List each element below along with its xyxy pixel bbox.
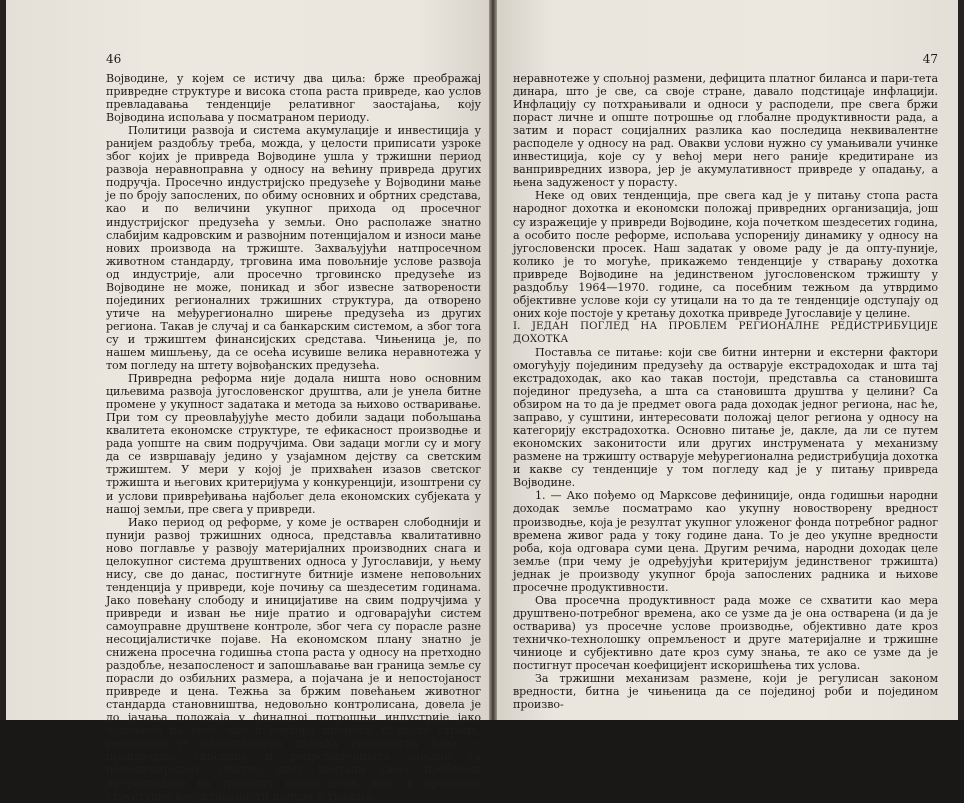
paragraph: Неке од ових тенденција, пре свега кад је у питању стопа раста народног дохотка и економски положај привредних организација, још су изражеције у привреди Војводине, која почетком шездесетих година, а особито после реформе, испољава успоренију динамику у односу на југословенски просек. Наш задатак у овоме раду је да опту-пуније, колико је то могуће, прикажемо тенденције у стварању дохотка привреде Војводине на јединственом југословенском тржишту у раздобљу 1964—1970. године, са посебним тежњом да утврдимо објективне услове који су утицали на то да те тенденције одступају од оних које постоје у кретању дохотка привреде Југославије у целине. xyxy=(513,189,938,320)
book-gutter xyxy=(489,0,497,720)
paragraph: Војводине, у којем се истичу два циља: брже преображај привредне структуре и висока стопа раста привреде, као услов превладавања тенденције релативног заостајања, коју Војводина испољава у посматраном периоду. xyxy=(106,72,481,125)
paragraph: Привредна реформа није додала ништа ново основним циљевима развоја југословенског друштва, али је унела битне промене у укупност задатака и метода за њихово остваривање. При том су преовлађујуће место добили задаци побољшања квалитета економске структуре, те ефикасност производње и рада уопште на свим подручјима. Ови задаци могли су и могу да се извршавају једино у узајамном дејству са светским тржиштем. У мери у којој је прихваћен изазов светског тржишта и његових критеријума у конкуренцији, изоштрени су и услови привређивања најбољег дела економских субјеката у нашој земљи, пре свега у привреди. xyxy=(106,372,481,516)
paragraph: Иако период од реформе, у коме је остварен слободнији и пунији развој тржишних односа, представља квалитативно ново поглавље у развоју материјалних производних снага и целокупног система друштвених односа у Југославији, у њему нису, све до данас, постигнуте битније измене неповољних тенденција у привреди, које почињу са шездесетим годинама. Јако повећану слободу и иницијативе на свим подручјима у привреди и изван ње није пратио и одговарајући систем самоуправне друштвене контроле, због чега су порасле разне несоцијалистичке појаве. На економском плану знатно је снижена просечна годишња стопа раста у односу на претходно раздобље, незапосленост и запошљавање ван граница земље су порасли до озбиљних размера, а појачана је и непостојаност привреде и цена. Тежња за бржим повећањем животног стандарда становништва, недовољно контролисана, довела је до јачања положаја у финалној потрошњи индустрије јако ослоњене на увоз, као и сектора промета. С друге стране, релативно је запостављена домаћа сировинска база — производња сировина и репроматеријала заједно са пољопривредом. Одатле нису настали само проблеми прерасподеле на тржишту преко цена, него и проблеми структурне несуклађености понуде и тражње, xyxy=(106,515,481,803)
paragraph: 1. — Ако пођемо од Марксове дефиниције, онда годишњи народни доходак земље посматрамо као укупну новостворену вредност производње, која је резултат укупног уложеног фонда потребног радног времена живог рада у току године дана. То је део укупне вредности роба, која одговара суми цена. Другим речима, народни доходак целе земље (при чему је одређујући критеријум јединственог тржишта) једнак је производу укупног броја запослених радника и њихове просечне продуктивности. xyxy=(513,489,938,594)
page-number-right: 47 xyxy=(922,52,938,66)
paragraph: Поставља се питање: који све битни интерни и екстерни фактори омогућују појединим предузећу да остварује екстрадоходак и шта тај екстрадоходак, ако као такав постоји, представља са становишта појединог предузећа, а шта са становишта друштва у целини? Са обзиром на то да је предмет овога рада доходак једног региона, нас ће, заправо, у суштини, интересовати положај целог региона у односу на категорију екстрадохотка. Основно питање је, дакле, да ли се путем економских законитости или других инструмената у механизму размене на тржишту остварује међурегионална редистрибуција дохотка и какве су тенденције у том погледу кад је у питању привреда Војводине. xyxy=(513,345,938,490)
left-page-body xyxy=(106,72,481,803)
page-number-left: 46 xyxy=(106,52,122,66)
section-heading: I. ЈЕДАН ПОГЛЕД НА ПРОБЛЕМ РЕГИОНАЛНЕ РЕДИСТРИБУЦИЈЕ ДОХОТКА xyxy=(513,320,938,345)
paragraph: неравнотеже у спољној размени, дефицита платног биланса и пари-тета динара, што је све, са своје стране, давало подстицаје инфлацији. Инфлацију су потхрањивали и односи у расподели, пре свега бржи пораст личне и опште потрошње од глобалне продуктивности рада, а затим и пораст социјалних разлика као последица неквивалентне расподеле у односу на рад. Овакви услови нужно су умањивали учинке инвестиција, које су у већој мери него раније кредитиране из ванпривредних извора, јер је акумулативност привреде у опадању, а њена задуженост у порасту. xyxy=(513,72,938,190)
paragraph: Политици развоја и система акумулације и инвестиција у ранијем раздобљу треба, можда, у целости приписати узроке због којих је привреда Војводине ушла у тржишни период развоја неравноправна у односу на већину привреда других подручја. Просечно индустријско предузеће у Војводини мање је по броју запослених, по обиму основних и обртних средстава, као и по величини укупног прихода од просечног индустријског предузећа у земљи. Оно располаже знатно слабијим кадровским и развојним потенцијалом и износи мање нових производа на тржиште. Захваљујући натпросечном животном стандарду, трговина има повољније услове развоја од индустрије, али просечно трговинско предузеће из Војводине не може, поникад и због извесне затворености појединих регионалних тржишних структура, да отворено утиче на међурегионално ширење предузећа из других региона. Такав је случај и са банкарским системом, а због тога су и тржиштем финансијских средстава. Чињеница је, по нашем мишљењу, да се осећа исувише велика неравнотежа у том погледу на штету војвођанских предузећа. xyxy=(106,124,481,373)
paragraph: Ова просечна продуктивност рада може се схватити као мера друштвено-потребног времена, ако се узме да је она остварена (и да је остварива) уз просечне услове производње, објективно дате кроз техничко-технолошку опремљеност и друге материјалне и тржишне чиниоце и субјективно дате кроз суму знања, те ако се узме да је постигнут просечан коефицијент искоришћења тих услова. xyxy=(513,593,938,673)
paragraph: За тржишни механизам размене, који је регулисан законом вредности, битна је чињеница да се појединој роби и поједином произво- xyxy=(513,672,938,712)
left-page xyxy=(6,0,489,803)
right-page xyxy=(497,0,958,720)
right-page-body xyxy=(513,72,938,711)
